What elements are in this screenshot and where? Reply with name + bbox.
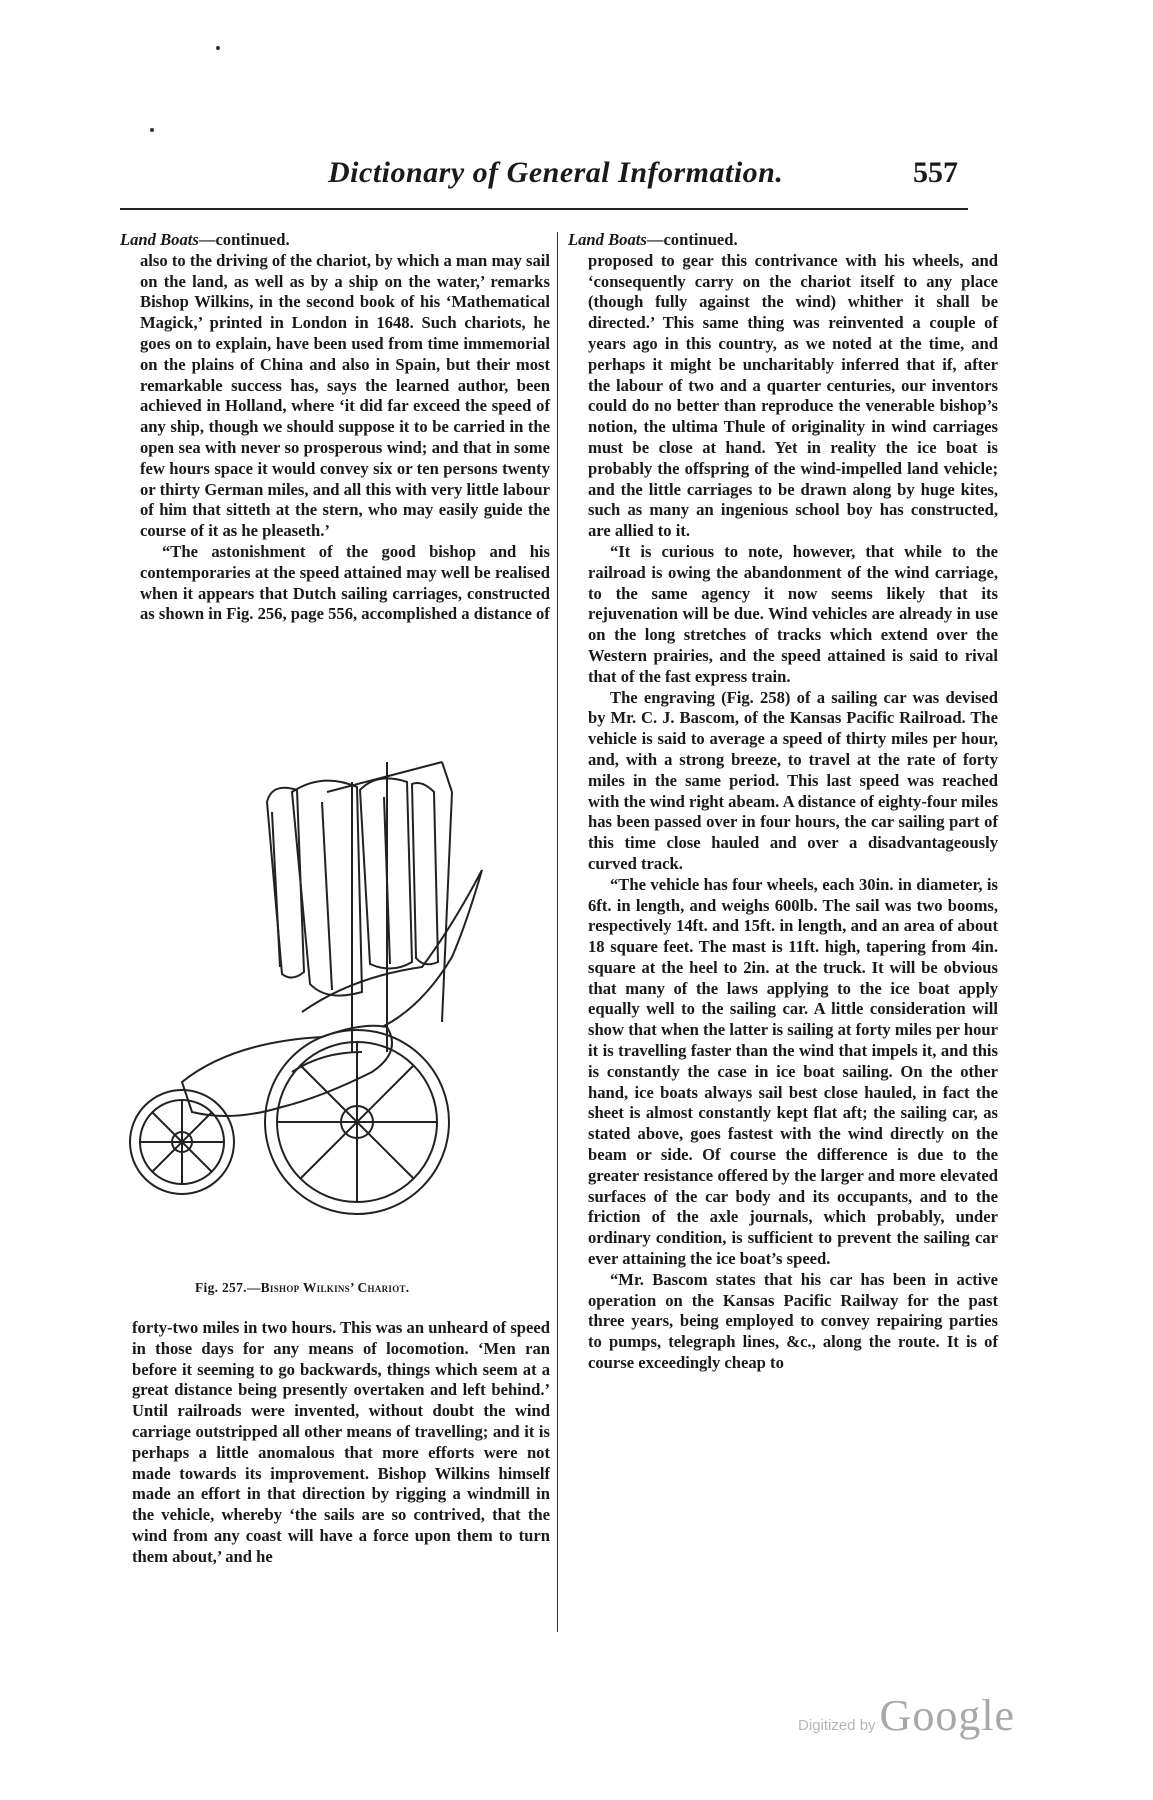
speck [150,128,154,132]
column-divider [557,232,558,1632]
paragraph: “Mr. Bascom states that his car has been in active operation on the Kansas Pacific Railway for the past three years, being employed to convey repairing parties to pumps, telegraph lines, &c., along the route. It is of course exceedingly cheap to [588,1269,998,1373]
running-title: Dictionary of General Information. [328,156,784,189]
speck [216,46,220,50]
page-number: 557 [913,156,958,189]
paragraph: forty-two miles in two hours. This was an unheard of speed in those days for any means of locomotion. ‘Men ran before it seeming to go backwards, things which seem at a great distance being presently overtaken and left behind.’ Until railroads were invented, without doubt the wind carriage outstripped all other means of travelling; and it is perhaps a little anomalous that more efforts were not made towards its improvement. Bishop Wilkins himself made an effort in that direction by rigging a windmill in the vehicle, whereby ‘the sails are so contrived, that the wind from any coast will have a force upon them to turn them about,’ and he [132,1318,550,1566]
figure-caption: Fig. 257.—Bishop Wilkins’ Chariot. [195,1280,410,1295]
paragraph: “The vehicle has four wheels, each 30in. in diameter, is 6ft. in length, and weighs 600lb. The sail was two booms, respectively 14ft. and 15ft. in length, and an area of about 18 square feet. The mast is 11ft. high, tapering from 4in. square at the heel to 2in. at the truck. It will be obvious that many of the laws applying to the ice boat apply equally well to the sailing car. A little consideration will show that when the latter is sailing at forty miles per hour it is travelling faster than the wind that impels it, and this is constantly the case in ice boat sailing. On the other hand, ice boats always sail best close hauled, in fact the sheet is almost constantly kept flat aft; the sailing car, as stated above, goes fastest with the wind directly on the beam or side. Of course the difference is due to the greater resistance offered by the larger and more elevated surfaces of the car body and its occupants, and to the friction of the axle journals, which probably, under ordinary condition, is sufficient to prevent the sailing car ever attaining the ice boat’s speed. [588,874,998,1269]
right-column [568,230,998,1374]
digitized-by-google-watermark: Digitized by Google [798,1691,1016,1740]
paragraph: “It is curious to note, however, that while to the railroad is owing the abandonment of the wind carriage, to the same agency it now seems likely that its rejuvenation will be due. Wind vehicles are already in use on the long stretches of tracks which extend over the Western prairies, and the speed attained is said to rival that of the fast express train. [588,541,998,686]
left-column [120,230,550,625]
running-head-left: Land Boats—continued. [120,230,290,249]
google-logo: Google [879,1691,1016,1740]
page-header [120,152,968,210]
running-head-right: Land Boats—continued. [568,230,738,249]
left-column-continued [132,1318,550,1568]
paragraph: The engraving (Fig. 258) of a sailing car was devised by Mr. C. J. Bascom, of the Kansas Pacific Railroad. The vehicle is said to average a speed of thirty miles per hour, and, with a strong breeze, to travel at the rate of forty miles in the same period. This last speed was reached with the wind right abeam. A distance of eighty-four miles has been passed over in four hours, the car sailing part of this time close hauled and over a disadvantageously curved track. [588,687,998,873]
bishop-wilkins-chariot-illustration [122,752,552,1272]
paragraph: also to the driving of the chariot, by which a man may sail on the land, as well as by a ship on the water,’ remarks Bishop Wilkins, in the second book of his ‘Mathematical Magick,’ printed in London in 1648. Such chariots, he goes on to explain, have been used from time immemorial on the plains of China and also in Spain, but their most remarkable success has, says the learned author, been achieved in Holland, where ‘it did far exceed the speed of any ship, though we should suppose it to be carried in the open sea with never so prosperous wind; and that in some few hours space it would convey six or ten persons twenty or thirty German miles, and all this with very little labour of him that sitteth at the stern, who may easily guide the course of it as he pleaseth.’ [140,250,550,541]
paragraph: “The astonishment of the good bishop and his contemporaries at the speed attained may well be realised when it appears that Dutch sailing carriages, constructed as shown in Fig. 256, page 556, accomplished a distance of [140,541,550,624]
paragraph: proposed to gear this contrivance with his wheels, and ‘consequently carry on the chariot itself to any place (though fully against the wind) whither it shall be directed.’ This same thing was reinvented a couple of years ago in this country, as we noted at the time, and perhaps it might be uncharitably inferred that if, after the labour of two and a quarter centuries, our inventors could do no better than reproduce the venerable bishop’s notion, the ultima Thule of originality in wind carriages must be close at hand. Yet in reality the ice boat is probably the offspring of the wind-impelled land vehicle; and the little carriages to be drawn along by huge kites, such as many an ingenious school boy has constructed, are allied to it. [588,250,998,541]
